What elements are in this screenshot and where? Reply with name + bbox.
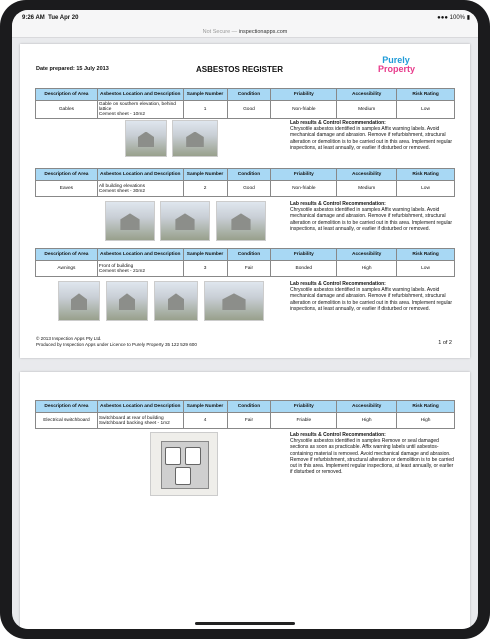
- table-header-row: [36, 169, 455, 181]
- register-table-4: [35, 400, 455, 429]
- register-table-3: [35, 248, 455, 277]
- col-condition: Condition: [227, 89, 271, 101]
- col-sample: Sample Number: [183, 401, 227, 413]
- gable-photo-2: [172, 120, 218, 157]
- copyright: © 2013 Inspection Apps Pty Ltd.: [36, 336, 102, 341]
- cell-accessibility: Medium: [337, 101, 397, 119]
- gable-photo-1: [125, 120, 167, 157]
- col-friability: Friability: [271, 401, 337, 413]
- cell-risk: Low: [397, 101, 455, 119]
- eaves-photo-1: [105, 201, 155, 241]
- cell-risk: High: [397, 413, 455, 429]
- cell-friability: Friable: [271, 413, 337, 429]
- report-page-2: [20, 372, 470, 629]
- awning-photo-2: [106, 281, 148, 321]
- eaves-photo-3: [216, 201, 266, 241]
- cell-accessibility: High: [337, 261, 397, 277]
- col-area: Description of Area: [36, 401, 98, 413]
- col-friability: Friability: [271, 169, 337, 181]
- cell-friability: Non-friable: [271, 181, 337, 197]
- recommendation-2: Lab results & Control Recommendation: Chrysotile asbestos identified in samples Affix warning labels. Avoid mechanical damage and abrasion. Remove if refurbishment, structural alteration or demolition is to be carried out in this area. Implement regular inspections, at least annually, or earlier if disturbed or removed.: [290, 201, 453, 232]
- col-risk: Risk Rating: [397, 169, 455, 181]
- home-indicator[interactable]: [195, 622, 295, 625]
- cell-risk: Low: [397, 181, 455, 197]
- table-row: [36, 261, 455, 277]
- table-row: [36, 181, 455, 197]
- col-sample: Sample Number: [183, 169, 227, 181]
- col-location: Asbestos Location and Description: [97, 249, 183, 261]
- cell-condition: Good: [227, 181, 271, 197]
- col-location: Asbestos Location and Description: [97, 169, 183, 181]
- licence-note: Produced by Inspection Apps under Licence to Purely Property 35 122 529 600: [36, 342, 197, 347]
- cell-sample: 4: [183, 413, 227, 429]
- cell-condition: Fair: [227, 413, 271, 429]
- awning-photo-4: [204, 281, 264, 321]
- cell-sample: 3: [183, 261, 227, 277]
- eaves-photo-2: [160, 201, 210, 241]
- cell-friability: Non-friable: [271, 101, 337, 119]
- table-header-row: [36, 249, 455, 261]
- cell-location: All building elevations Cement sheet - 30m2: [97, 181, 183, 197]
- table-header-row: [36, 401, 455, 413]
- awning-photo-1: [58, 281, 100, 321]
- meter-1: [165, 447, 181, 465]
- recommendation-3: Lab results & Control Recommendation: Chrysotile asbestos identified in samples Affix warning labels. Avoid mechanical damage and abrasion. Remove if refurbishment, structural alteration or demolition is to be carried out in this area. Implement regular inspections, at least annually, or earlier if disturbed or removed.: [290, 281, 453, 312]
- col-risk: Risk Rating: [397, 89, 455, 101]
- table-header-row: [36, 89, 455, 101]
- col-condition: Condition: [227, 249, 271, 261]
- report-page-1: [20, 44, 470, 358]
- recommendation-4: Lab results & Control Recommendation: Chrysotile asbestos identified in samples Remove or seal damaged sections as soon as practicable. Affix warning labels until asbestos-containing material is removed. Avoid mechanical damage and abrasion. Remove if refurbishment, structural alteration or demolition is to be carried out in this area. Implement regular inspections, at least annually, or earlier if disturbed or removed.: [290, 432, 454, 476]
- switchboard-photo: [150, 432, 218, 496]
- col-condition: Condition: [227, 169, 271, 181]
- meter-3: [175, 467, 191, 485]
- col-location: Asbestos Location and Description: [97, 89, 183, 101]
- col-risk: Risk Rating: [397, 249, 455, 261]
- cell-area: Electrical switchboard: [36, 413, 98, 429]
- col-accessibility: Accessibility: [337, 89, 397, 101]
- security-label: Not Secure —: [202, 29, 238, 35]
- cell-friability: Bonded: [271, 261, 337, 277]
- col-area: Description of Area: [36, 89, 98, 101]
- col-accessibility: Accessibility: [337, 401, 397, 413]
- table-row: [36, 413, 455, 429]
- col-risk: Risk Rating: [397, 401, 455, 413]
- cell-condition: Fair: [227, 261, 271, 277]
- screen: [12, 10, 478, 629]
- status-time: 9:26 AM Tue Apr 20: [22, 15, 79, 21]
- col-area: Description of Area: [36, 249, 98, 261]
- cell-sample: 1: [183, 101, 227, 119]
- col-sample: Sample Number: [183, 89, 227, 101]
- col-friability: Friability: [271, 89, 337, 101]
- col-location: Asbestos Location and Description: [97, 401, 183, 413]
- col-sample: Sample Number: [183, 249, 227, 261]
- recommendation-1: Lab results & Control Recommendation: Chrysotile asbestos identified in samples Affix warning labels. Avoid mechanical damage and abrasion. Remove if refurbishment, structural alteration or demolition is to be carried out in this area. Implement regular inspections, at least annually, or earlier if disturbed or removed.: [290, 120, 453, 151]
- cell-accessibility: Medium: [337, 181, 397, 197]
- cell-sample: 2: [183, 181, 227, 197]
- col-condition: Condition: [227, 401, 271, 413]
- col-accessibility: Accessibility: [337, 169, 397, 181]
- col-area: Description of Area: [36, 169, 98, 181]
- cell-area: Eaves: [36, 181, 98, 197]
- url-domain: inspectionapps.com: [238, 29, 288, 35]
- report-footer: [36, 336, 197, 348]
- register-table-1: [35, 88, 455, 119]
- register-table-2: [35, 168, 455, 197]
- purely-property-logo: Purely Property: [378, 55, 416, 74]
- cell-risk: Low: [397, 261, 455, 277]
- col-accessibility: Accessibility: [337, 249, 397, 261]
- cell-location: Front of building Cement sheet - 21m2: [97, 261, 183, 277]
- status-battery: ●●● 100% ▮: [437, 15, 470, 21]
- cell-condition: Good: [227, 101, 271, 119]
- report-header: [36, 55, 454, 80]
- awning-photo-3: [154, 281, 198, 321]
- cell-area: Awnings: [36, 261, 98, 277]
- date-prepared: Date prepared: 15 July 2013: [36, 66, 109, 72]
- page-number: 1 of 2: [438, 340, 452, 346]
- address-bar[interactable]: [12, 26, 478, 38]
- cell-location: Gable on southern elevation, behind lattice Cement sheet - 10m2: [97, 101, 183, 119]
- report-title: ASBESTOS REGISTER: [196, 65, 283, 74]
- cell-area: Gables: [36, 101, 98, 119]
- col-friability: Friability: [271, 249, 337, 261]
- cell-location: Switchboard at rear of building Switchboard backing sheet - 1m2: [97, 413, 183, 429]
- status-bar: [12, 10, 478, 26]
- meter-2: [185, 447, 201, 465]
- table-row: [36, 101, 455, 119]
- cell-accessibility: High: [337, 413, 397, 429]
